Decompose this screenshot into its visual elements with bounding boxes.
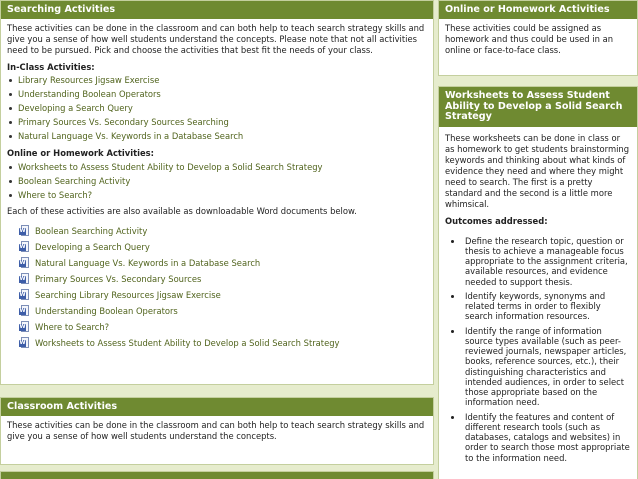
next-panel-header	[1, 472, 433, 479]
worksheets-panel	[438, 86, 638, 479]
word-doc-icon: W	[19, 225, 30, 237]
in-class-link[interactable]: Natural Language Vs. Keywords in a Database Search	[18, 131, 244, 142]
online-heading: Online or Homework Activities:	[7, 148, 154, 159]
word-doc-icon: W	[19, 321, 30, 333]
word-doc-icon: W	[19, 257, 30, 269]
worksheets-intro: These worksheets can be done in class or as homework to get students brainstorming keywords and thinking about what kinds of evidence they need and where they might need to search. The first is a pretty standard and the second is a little more whimsical.	[445, 133, 630, 209]
word-doc-icon: W	[19, 241, 30, 253]
document-link[interactable]: Primary Sources Vs. Secondary Sources	[35, 273, 202, 284]
online-link[interactable]: Where to Search?	[18, 189, 93, 200]
homework-text: These activities could be assigned as homework and thus could be used in an online or face-to-face class.	[445, 22, 614, 55]
list-item[interactable]	[7, 89, 427, 100]
document-link[interactable]: Where to Search?	[35, 321, 110, 332]
list-item[interactable]	[7, 162, 427, 173]
document-item[interactable]	[19, 225, 427, 238]
list-item: Identify keywords, synonyms and related terms in order to flexibly search information resources.	[445, 291, 631, 322]
classroom-text: These activities can be done in the classroom and can both help to teach search strategy skills and give you a sense of how well students understand the concepts.	[7, 419, 425, 441]
document-link[interactable]: Developing a Search Query	[35, 241, 150, 252]
word-doc-icon: W	[19, 289, 30, 301]
document-link[interactable]: Worksheets to Assess Student Ability to Develop a Solid Search Strategy	[35, 337, 340, 348]
outcomes-list	[445, 236, 631, 463]
word-doc-icon: W	[19, 337, 30, 349]
list-item[interactable]	[7, 75, 427, 86]
list-item: Define the research topic, question or thesis to achieve a manageable focus appropriate to the assignment criteria, available resources, and evidence needed to support thesis.	[445, 236, 631, 287]
document-item[interactable]	[19, 305, 427, 318]
downloads-note: Each of these activities are also available as downloadable Word documents below.	[7, 205, 357, 216]
online-link[interactable]: Worksheets to Assess Student Ability to Develop a Solid Search Strategy	[18, 161, 323, 172]
in-class-link[interactable]: Primary Sources Vs. Secondary Sources Searching	[18, 117, 229, 128]
list-item[interactable]	[7, 117, 427, 128]
document-item[interactable]	[19, 273, 427, 286]
document-item[interactable]	[19, 257, 427, 270]
searching-activities-title: Searching Activities	[1, 1, 433, 19]
in-class-list	[7, 75, 427, 142]
classroom-activities-title: Classroom Activities	[1, 398, 433, 416]
worksheets-title: Worksheets to Assess Student Ability to Develop a Solid Search Strategy	[439, 87, 637, 127]
in-class-link[interactable]: Developing a Search Query	[18, 103, 133, 114]
in-class-link[interactable]: Library Resources Jigsaw Exercise	[18, 75, 160, 86]
list-item[interactable]	[7, 176, 427, 187]
list-item[interactable]	[7, 103, 427, 114]
in-class-link[interactable]: Understanding Boolean Operators	[18, 89, 161, 100]
list-item: Identify the features and content of different research tools (such as databases, catalogs and websites) in order to search those most appropriate to the information need.	[445, 412, 631, 463]
document-link[interactable]: Natural Language Vs. Keywords in a Database Search	[35, 257, 261, 268]
homework-activities-title: Online or Homework Activities	[439, 1, 637, 19]
list-item: Identify the range of information source types available (such as peer-reviewed journals, newspaper articles, books, reference sources, etc.), their distinguishing characteristics and intended audiences, in order to select those appropriate based on the information need.	[445, 326, 631, 408]
online-link[interactable]: Boolean Searching Activity	[18, 175, 131, 186]
word-doc-icon: W	[19, 273, 30, 285]
document-list	[7, 225, 427, 350]
document-link[interactable]: Understanding Boolean Operators	[35, 305, 178, 316]
classroom-activities-panel	[0, 397, 434, 465]
next-panel	[0, 471, 434, 479]
online-list	[7, 162, 427, 201]
document-item[interactable]	[19, 241, 427, 254]
in-class-heading: In-Class Activities:	[7, 61, 95, 72]
document-item[interactable]	[19, 321, 427, 334]
homework-activities-panel	[438, 0, 638, 76]
document-item[interactable]	[19, 289, 427, 302]
document-item[interactable]	[19, 337, 427, 350]
outcomes-heading: Outcomes addressed:	[445, 215, 548, 226]
searching-intro: These activities can be done in the classroom and can both help to teach search strategy skills and give you a sense of how well students understand the concepts. Please note that not all activities need to be pursued. Pick and choose the activities that best fit the needs of your class.	[7, 22, 425, 55]
document-link[interactable]: Boolean Searching Activity	[35, 225, 148, 236]
word-doc-icon: W	[19, 305, 30, 317]
list-item[interactable]	[7, 131, 427, 142]
list-item[interactable]	[7, 190, 427, 201]
document-link[interactable]: Searching Library Resources Jigsaw Exercise	[35, 289, 221, 300]
